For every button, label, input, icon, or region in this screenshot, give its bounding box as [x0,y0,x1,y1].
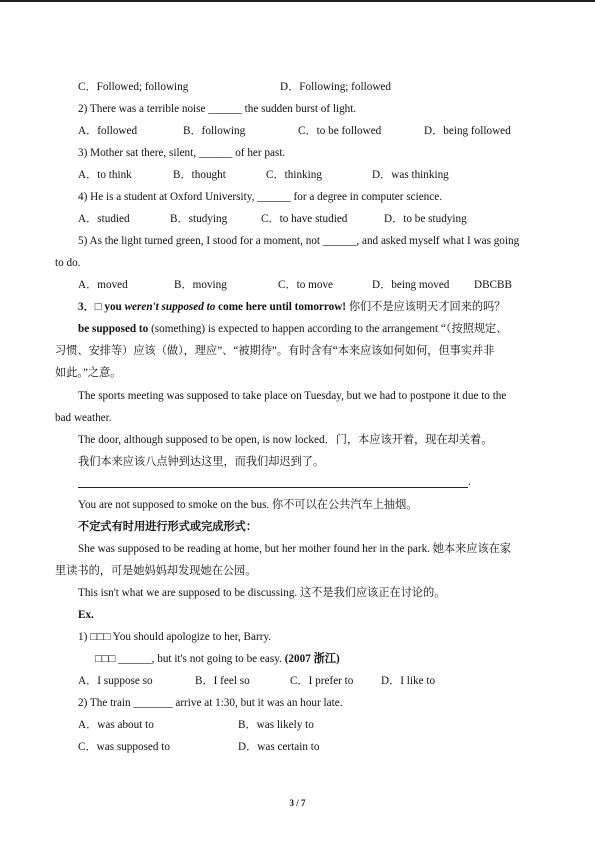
dialogue-line: 1) □□□ You should apologize to her, Barry. [78,631,272,643]
option-a: A．followed [78,125,138,137]
exercise-label: Ex. [78,609,94,621]
example-sentence: This isn't what we are supposed to be discussing. 这不是我们应该正在讨论的。 [78,587,446,599]
option-b: B．following [183,125,246,137]
example-sentence: You are not supposed to smoke on the bus. 你不可以在公共汽车上抽烟。 [78,499,418,511]
example-sentence: The sports meeting was supposed to take place on Tuesday, but we had to postpone it due to the [78,390,507,402]
page-number: 3 / 7 [289,798,306,808]
translation-prompt: 我们本来应该八点钟到达这里，而我们却迟到了。 [78,456,325,468]
option-c: C．was supposed to [78,741,170,753]
option-c: C．to have studied [261,213,348,225]
option-b: B．I feel so [195,675,250,687]
example-sentence-continued: 里读书的，可是她妈妈却发现她在公园。 [55,565,257,577]
option-d: D．being moved [372,279,450,291]
option-d: D．was certain to [238,741,320,753]
definition-line: be supposed to (something) is expected to happen according to the arrangement “（按照规定、 [78,323,508,335]
page-top-border [0,0,595,2]
example-sentence: The door, although supposed to be open, is now locked．门，本应该开着，现在却关着。 [78,434,493,446]
question-stem: 3) Mother sat there, silent, ______ of her past. [78,147,286,159]
option-d: D．Following; followed [280,81,391,93]
definition-line: 如此。”之意。 [55,367,122,379]
option-c: C．to move [278,279,334,291]
option-a: A．was about to [78,719,154,731]
option-b: B．thought [173,169,226,181]
subheading: 不定式有时用进行形式或完成形式： [78,521,258,533]
option-c: C．to be followed [298,125,382,137]
option-a: A．I suppose so [78,675,153,687]
option-a: A．to think [78,169,132,181]
option-c: C．thinking [266,169,322,181]
definition-line: 习惯、安排等）应该（做），理应”、“被期待”。有时含有“本来应该如何如何，但事实并非 [55,345,495,357]
answer-key: DBCBB [474,279,512,291]
answer-line [78,487,468,488]
example-sentence-continued: bad weather. [55,412,112,424]
option-d: D．I like to [381,675,436,687]
option-c: C．Followed; following [78,81,189,93]
question-stem-continued: to do. [55,257,81,269]
answer-line-end: . [468,476,471,488]
question-stem: 4) He is a student at Oxford University, ______ for a degree in computer science. [78,191,442,203]
option-b: B．studying [170,213,228,225]
blank-box: □ [94,301,102,313]
option-c: C．I prefer to [290,675,354,687]
example-sentence: She was supposed to be reading at home, but her mother found her in the park. 她本来应该在家 [78,543,512,555]
option-a: A．moved [78,279,128,291]
dialogue-line: □□□ ______, but it's not going to be easy. (2007 浙江) [95,653,340,665]
option-a: A．studied [78,213,130,225]
option-d: D．was thinking [372,169,449,181]
option-b: B．was likely to [238,719,314,731]
option-d: D．to be studying [384,213,467,225]
question-stem: 5) As the light turned green, I stood for a moment, not ______, and asked myself what I was going [78,235,520,247]
section-heading: 3．□ you weren't supposed to come here until tomorrow! 你们不是应该明天才回来的吗？ [78,301,506,313]
question-stem: 2) The train _______ arrive at 1:30, but it was an hour late. [78,697,343,709]
option-d: D．being followed [424,125,511,137]
option-b: B．moving [174,279,227,291]
question-stem: 2) There was a terrible noise ______ the sudden burst of light. [78,103,357,115]
